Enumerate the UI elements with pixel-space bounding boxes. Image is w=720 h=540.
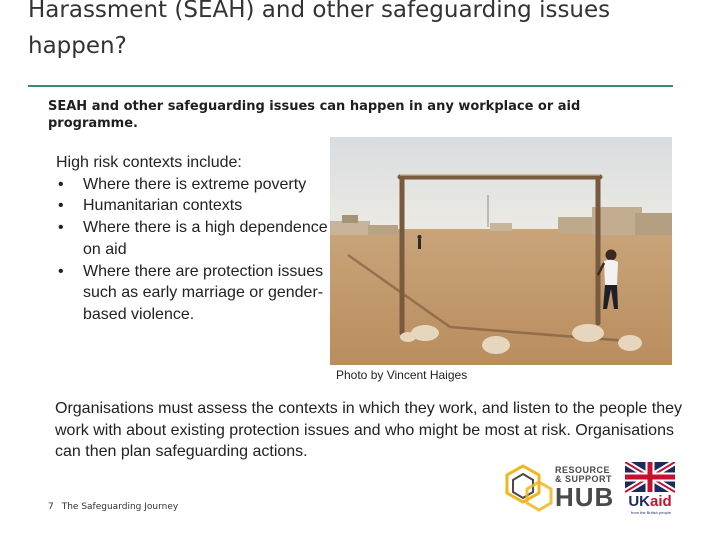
- footer: [48, 502, 178, 512]
- ukaid-uk: UK: [628, 493, 650, 510]
- closing-paragraph: Organisations must assess the contexts in which they work, and listen to the people they work with about existing protection issues and who might be most at risk. Organisations can then plan safeguarding actions.: [55, 400, 682, 461]
- list-item: • Where there is a high dependence on aid: [58, 219, 328, 258]
- page-number: 7: [48, 502, 54, 512]
- distant-player: [418, 235, 422, 249]
- football-field-photo: [330, 137, 672, 365]
- page-title: Harassment (SEAH) and other safeguarding issues happen?: [28, 0, 611, 59]
- ukaid-aid: aid: [649, 493, 672, 510]
- risk-item-text: Where there is a high dependence on aid: [83, 219, 328, 258]
- photo-caption: Photo by Vincent Haiges: [336, 368, 468, 382]
- ukaid-logo-text: [625, 493, 675, 510]
- hub-line-3: HUB: [555, 482, 615, 512]
- risk-list: [56, 174, 331, 326]
- intro-text: SEAH and other safeguarding issues can happen in any workplace or aid programme.: [48, 99, 581, 131]
- footer-label: The Safeguarding Journey: [61, 502, 179, 512]
- ukaid-subtext: from the British people: [630, 510, 672, 515]
- risk-item-text: Humanitarian contexts: [83, 197, 243, 215]
- list-item: • Where there are protection issues such as early marriage or gender-based violence.: [58, 262, 324, 323]
- risk-contexts: [56, 152, 331, 326]
- list-item: • Humanitarian contexts: [58, 197, 243, 215]
- list-item: • Where there is extreme poverty: [58, 175, 307, 193]
- hub-line-2: & SUPPORT: [555, 474, 613, 484]
- risk-heading: High risk contexts include:: [56, 154, 242, 171]
- risk-item-text: Where there is extreme poverty: [83, 175, 307, 193]
- title-divider: [28, 85, 673, 87]
- hub-logo-text: [555, 466, 614, 510]
- hub-line-1: RESOURCE: [555, 465, 611, 475]
- risk-item-text: Where there are protection issues such as early marriage or gender-based violence.: [83, 262, 324, 323]
